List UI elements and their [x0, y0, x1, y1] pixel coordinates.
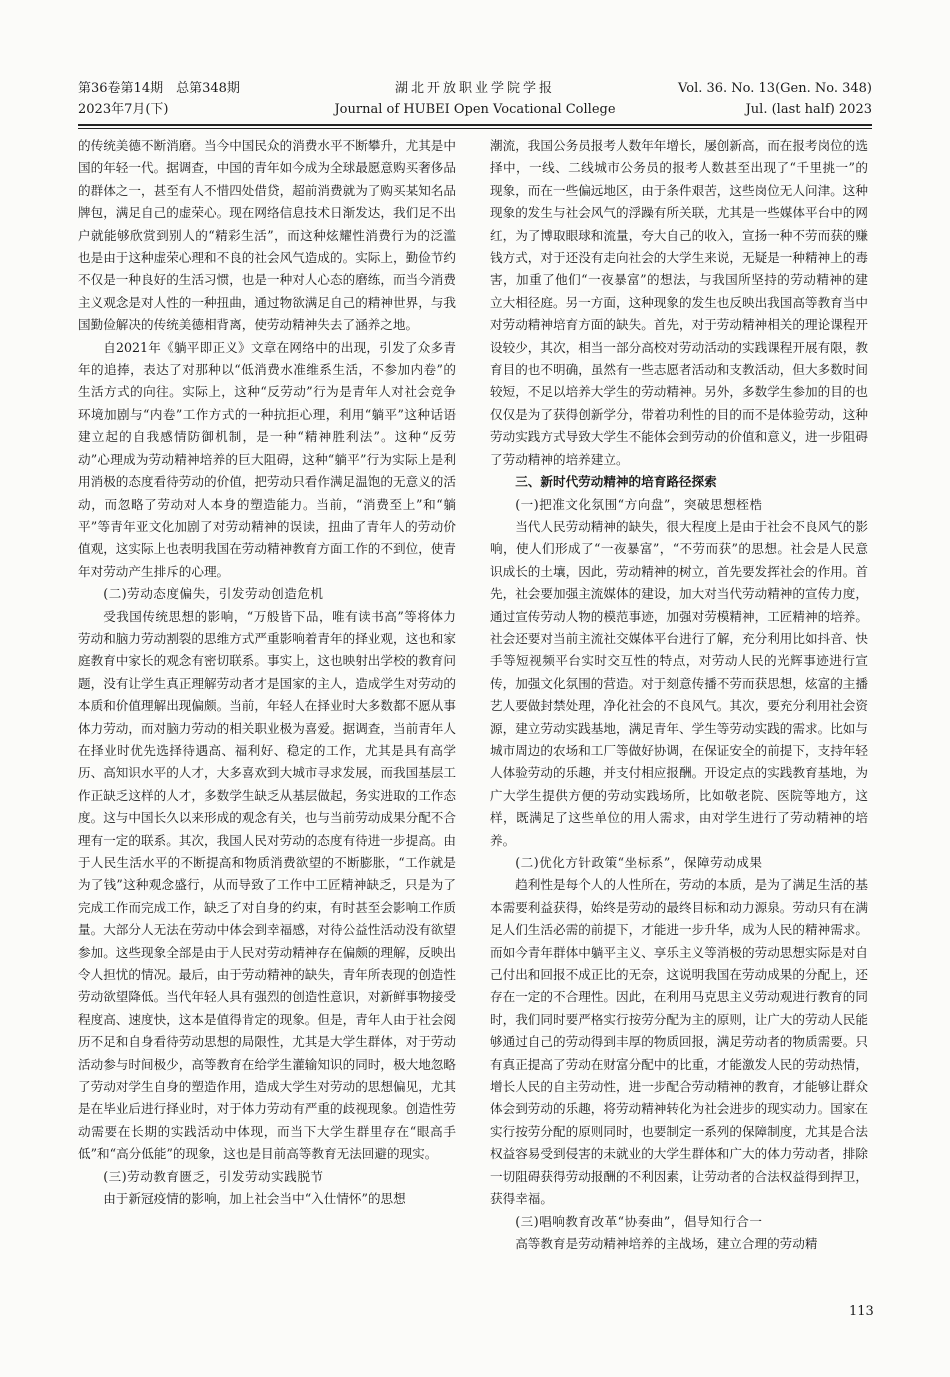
issue-date: 2023年7月(下): [78, 102, 169, 117]
header-rule-thick: [78, 124, 872, 126]
paragraph: 受我国传统思想的影响，“万般皆下品，唯有读书高”等将体力劳动和脑力劳动割裂的思维方式严重影响着青年的择业观，这也和家庭教育中家长的观念有密切联系。事实上，这也映射出学校的教育问题，没有让学生真正理解劳动者才是国家的主人，造成学生对劳动的本质和价值理解出现偏颇。当前，年轻人在择业时大多数都不愿从事体力劳动，而对脑力劳动的相关职业极为喜爱。据调查，当前青年人在择业时优先选择待遇高、福利好、稳定的工作，尤其是具有高学历、高知识水平的人才，大多喜欢到大城市寻求发展，而我国基层工作正缺乏这样的人才，多数学生缺乏从基层做起，务实进取的工作态度。这与中国长久以来形成的观念有关，也与当前劳动成果分配不合理有一定的联系。其次，我国人民对劳动的态度有待进一步提高。由于人民生活水平的不断提高和物质消费欲望的不断膨胀，“工作就是为了钱”这种观念盛行，从而导致了工作中工匠精神缺乏，只是为了完成工作而完成工作，缺乏了对自身的约束，有时甚至会影响工作质量。大部分人无法在劳动中体会到幸福感，对待公益性活动没有欲望参加。这些现象全部是由于人民对劳动精神存在偏颇的理解，反映出令人担忧的情况。最后，由于劳动精神的缺失，青年所表现的创造性劳动欲望降低。当代年轻人具有强烈的创造性意识，对新鲜事物接受程度高、速度快，这本是值得肯定的现象。但是，青年人由于社会阅历不足和自身看待劳动思想的局限性，尤其是大学生群体，对于劳动活动参与时间极少，高等教育在给学生灌输知识的同时，极大地忽略了劳动对学生自身的塑造作用，造成大学生对劳动的思想偏见，尤其是在毕业后进行择业时，对于体力劳动有严重的歧视现象。创造性劳动需要在长期的实践活动中体现，而当下大学生群里存在“眼高手低”和“高分低能”的现象，这也是目前高等教育无法回避的现实。: [78, 608, 456, 1162]
paragraph: 趋利性是每个人的人性所在，劳动的本质，是为了满足生活的基本需要利益获得，始终是劳动的最终目标和动力源泉。劳动只有在满足人们生活必需的前提下，才能进一步升华，成为人民的精神需求。而如今青年群体中躺平主义、享乐主义等消极的劳动思想实际是对自己付出和回报不成正比的无奈，这说明我国在劳动成果的分配上，还存在一定的不合理性。因此，在利用马克思主义劳动观进行教育的同时，我们同时要严格实行按劳分配为主的原则，让广大的劳动人民能够通过自己的劳动得到丰厚的物质回报，满足劳动者的物质需要。只有真正提高了劳动在财富分配中的比重，才能激发人民的劳动热情，增长人民的自主劳动性，进一步配合劳动精神的教育，才能够让群众体会到劳动的乐趣，将劳动精神转化为社会进步的现实动力。国家在实行按劳分配的原则同时，也要制定一系列的保障制度，尤其是合法权益容易受到侵害的未就业的大学生群体和广大的体力劳动者，排除一切阻碍获得劳动报酬的不利因素，让劳动者的合法权益得到捍卫，获得幸福。: [490, 877, 868, 1207]
header-rule-thin: [78, 128, 872, 129]
volume-issue: 第36卷第14期 总第348期: [78, 81, 240, 96]
paragraph: 高等教育是劳动精神培养的主战场，建立合理的劳动精: [515, 1235, 818, 1251]
section-heading: (一)把准文化氛围“方向盘”，突破思想桎梏: [515, 496, 763, 512]
section-heading: (二)劳动态度偏失，引发劳动创造危机: [103, 586, 324, 602]
journal-header: [78, 78, 872, 122]
paragraph: 潮流，我国公务员报考人数年年增长，屡创新高，而在报考岗位的选择中，一线、二线城市公务员的报考人数甚至出现了“千里挑一”的现象，而在一些偏远地区，由于条件艰苦，这些岗位无人问津。这种现象的发生与社会风气的浮躁有所关联，尤其是一些媒体平台中的网红，为了博取眼球和流量，夸大自己的收入，宣扬一种不劳而获的赚钱方式，对于还没有走向社会的大学生来说，无疑是一种精神上的毒害，加重了他们“一夜暴富”的想法，与我国所坚持的劳动精神的建立大相径庭。另一方面，这种现象的发生也反映出我国高等教育当中对劳动精神培育方面的缺失。首先，对于劳动精神相关的理论课程开设较少，其次，相当一部分高校对劳动活动的实践课程开展有限，教育目的也不明确，虽然有一些志愿者活动和支教活动，但大多数时间较短，不足以培养大学生的劳动精神。另外，多数学生参加的目的也仅仅是为了获得创新学分，带着功利性的目的而不是体验劳动，这种劳动实践方式导致大学生不能体会到劳动的价值和意义，进一步阻碍了劳动精神的培养建立。: [490, 138, 868, 467]
left-column: [78, 135, 456, 1211]
issue-date-en: Jul. (last half) 2023: [745, 102, 872, 117]
paragraph: 由于新冠疫情的影响，加上社会当中“入仕情怀”的思想: [103, 1191, 406, 1207]
section-heading: (二)优化方针政策“坐标系”，保障劳动成果: [515, 855, 763, 870]
header-right: [678, 78, 872, 120]
section-heading: (三)唱响教育改革“协奏曲”，倡导知行合一: [515, 1213, 763, 1229]
journal-title-en: Journal of HUBEI Open Vocational College: [334, 102, 616, 117]
paragraph: 当代人民劳动精神的缺失，很大程度上是由于社会不良风气的影响，使人们形成了“一夜暴富”，“不劳而获”的思想。社会是人民意识成长的土壤，因此，劳动精神的树立，首先要发挥社会的作用。首先，社会要加强主流媒体的建设，加大对当代劳动精神的宣传力度，通过宣传劳动人物的模范事迹，加强对劳模精神，工匠精神的培养。社会还要对当前主流社交媒体平台进行了解，充分利用比如抖音、快手等短视频平台实时交互性的特点，对劳动人民的光辉事迹进行宣传，加强文化氛围的营造。对于刻意传播不劳而获思想，炫富的主播艺人要做封禁处理，净化社会的不良风气。其次，要充分利用社会资源，建立劳动实践基地，满足青年、学生等劳动实践的需求。比如与城市周边的农场和工厂等做好协调，在保证安全的前提下，支持年轻人体验劳动的乐趣，并支付相应报酬。开设定点的实践教育基地，为广大学生提供方便的劳动实践场所，比如敬老院、医院等地方，这样，既满足了这些单位的用人需求，由对学生进行了劳动精神的培养。: [490, 518, 868, 848]
main-section-heading: 三、新时代劳动精神的培育路径探索: [515, 474, 717, 490]
journal-title-cn: 湖北开放职业学院学报: [394, 81, 555, 96]
section-heading: (三)劳动教育匮乏，引发劳动实践脱节: [103, 1168, 324, 1184]
right-column: [490, 135, 868, 1255]
paragraph: 的传统美德不断消磨。当今中国民众的消费水平不断攀升，尤其是中国的年轻一代。据调查，中国的青年如今成为全球最愿意购买奢侈品的群体之一，甚至有人不惜四处借贷，超前消费就为了购买某知名品牌包，满足自己的虚荣心。现在网络信息技术日渐发达，我们足不出户就能够欣赏到别人的“精彩生活”，而这种炫耀性消费行为的泛滥也是由于这种虚荣心理和不良的社会风气造成的。实际上，勤俭节约不仅是一种良好的生活习惯，也是一种对人心态的磨练，而当今消费主义观念是对人性的一种扭曲，通过物欲满足自己的精神世界，与我国勤俭解决的传统美德相背离，使劳动精神失去了涵养之地。: [78, 138, 456, 333]
page-number: 113: [849, 1304, 874, 1319]
volume-issue-en: Vol. 36. No. 13(Gen. No. 348): [678, 81, 872, 96]
paragraph: 自2021年《躺平即正义》文章在网络中的出现，引发了众多青年的追捧，表达了对那种以“低消费水准维系生活，不参加内卷”的生活方式的向往。实际上，这种“反劳动”行为是青年人对社会竞争环境加剧与“内卷”工作方式的一种抗拒心理，利用“躺平”这种话语建立起的自我感情防御机制，是一种“精神胜利法”。这种“反劳动”心理成为劳动精神培养的巨大阻碍，这种“躺平”行为实际上是利用消极的态度看待劳动的价值，把劳动只看作满足温饱的无意义的活动，而忽略了劳动对人本身的塑造能力。当前，“消费至上”和“躺平”等青年亚文化加剧了对劳动精神的误读，扭曲了青年人的劳动价值观，这实际上也表明我国在劳动精神教育方面工作的不到位，使青年对劳动产生排斥的心理。: [78, 339, 456, 579]
